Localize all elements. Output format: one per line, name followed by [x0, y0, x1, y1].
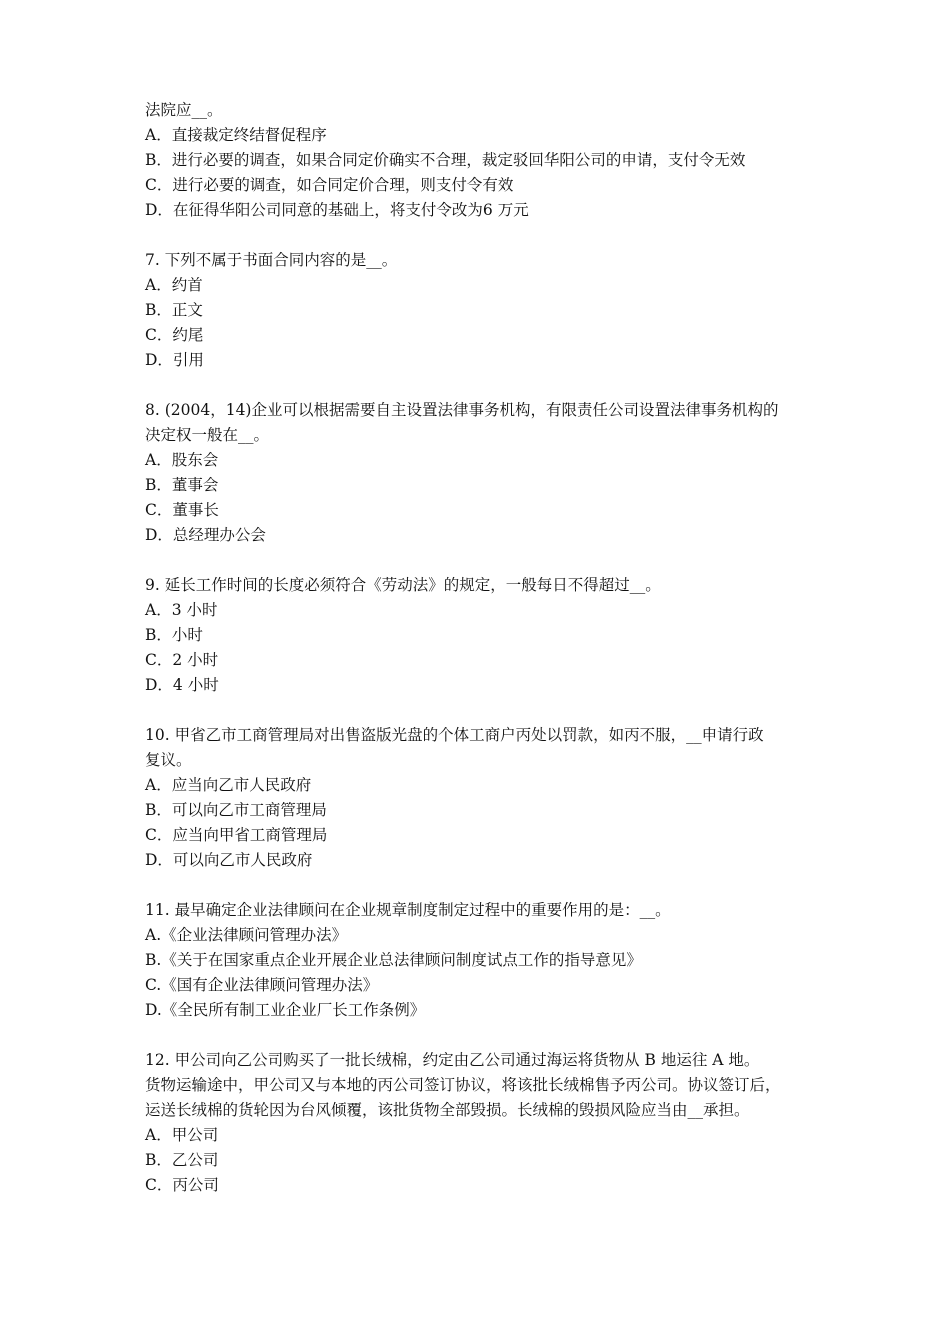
question-9: [145, 573, 815, 698]
option-c: C．2 小时: [145, 651, 219, 669]
option-b: B．乙公司: [145, 1151, 219, 1169]
document-page: [145, 98, 815, 1198]
option-a: A.《企业法律顾问管理办法》: [145, 926, 348, 944]
question-7: [145, 248, 815, 373]
question-stem-cont: 货物运输途中，甲公司又与本地的丙公司签订协议，将该批长绒棉售予丙公司。协议签订后，: [145, 1076, 781, 1094]
option-a: A．3 小时: [145, 601, 218, 619]
question-stem: 11. 最早确定企业法律顾问在企业规章制度制定过程中的重要作用的是：__。: [145, 901, 671, 919]
option-a: A．约首: [145, 276, 203, 294]
question-10: [145, 723, 815, 873]
option-c: C．丙公司: [145, 1176, 219, 1194]
option-b: B．董事会: [145, 476, 219, 494]
option-b: B．可以向乙市工商管理局: [145, 801, 327, 819]
option-b: B．小时: [145, 626, 203, 644]
option-d: D．总经理办公会: [145, 526, 266, 544]
option-a: A．甲公司: [145, 1126, 219, 1144]
question-stem: 12. 甲公司向乙公司购买了一批长绒棉，约定由乙公司通过海运将货物从 B 地运往 A 地。: [145, 1051, 760, 1069]
option-c: C．进行必要的调查，如合同定价合理，则支付令有效: [145, 176, 514, 194]
question-8: [145, 398, 815, 548]
question-stem: 法院应__。: [145, 101, 223, 119]
option-d: D．可以向乙市人民政府: [145, 851, 313, 869]
option-c: C．董事长: [145, 501, 219, 519]
option-c: C．应当向甲省工商管理局: [145, 826, 328, 844]
question-stem: 9. 延长工作时间的长度必须符合《劳动法》的规定，一般每日不得超过__。: [145, 576, 661, 594]
question-fragment: [145, 98, 815, 223]
question-stem-cont: 决定权一般在__。: [145, 426, 270, 444]
question-stem: 8. (2004，14)企业可以根据需要自主设置法律事务机构，有限责任公司设置法律事务机构的: [145, 401, 779, 419]
option-d: D．4 小时: [145, 676, 219, 694]
option-a: A．股东会: [145, 451, 219, 469]
question-11: [145, 898, 815, 1023]
question-stem-cont: 复议。: [145, 751, 192, 769]
question-stem: 10. 甲省乙市工商管理局对出售盗版光盘的个体工商户丙处以罚款，如丙不服，__申请行政: [145, 726, 764, 744]
option-b: B．正文: [145, 301, 203, 319]
option-d: D．引用: [145, 351, 204, 369]
option-d: D.《全民所有制工业企业厂长工作条例》: [145, 1001, 426, 1019]
option-c: C.《国有企业法律顾问管理办法》: [145, 976, 379, 994]
option-c: C．约尾: [145, 326, 204, 344]
option-a: A．应当向乙市人民政府: [145, 776, 312, 794]
question-stem-cont: 运送长绒棉的货轮因为台风倾覆，该批货物全部毁损。长绒棉的毁损风险应当由__承担。: [145, 1101, 750, 1119]
option-a: A．直接裁定终结督促程序: [145, 126, 327, 144]
option-d: D．在征得华阳公司同意的基础上，将支付令改为6 万元: [145, 201, 529, 219]
option-b: B.《关于在国家重点企业开展企业总法律顾问制度试点工作的指导意见》: [145, 951, 642, 969]
question-12: [145, 1048, 815, 1198]
question-stem: 7. 下列不属于书面合同内容的是__。: [145, 251, 398, 269]
option-b: B．进行必要的调查，如果合同定价确实不合理，裁定驳回华阳公司的申请，支付令无效: [145, 151, 746, 169]
